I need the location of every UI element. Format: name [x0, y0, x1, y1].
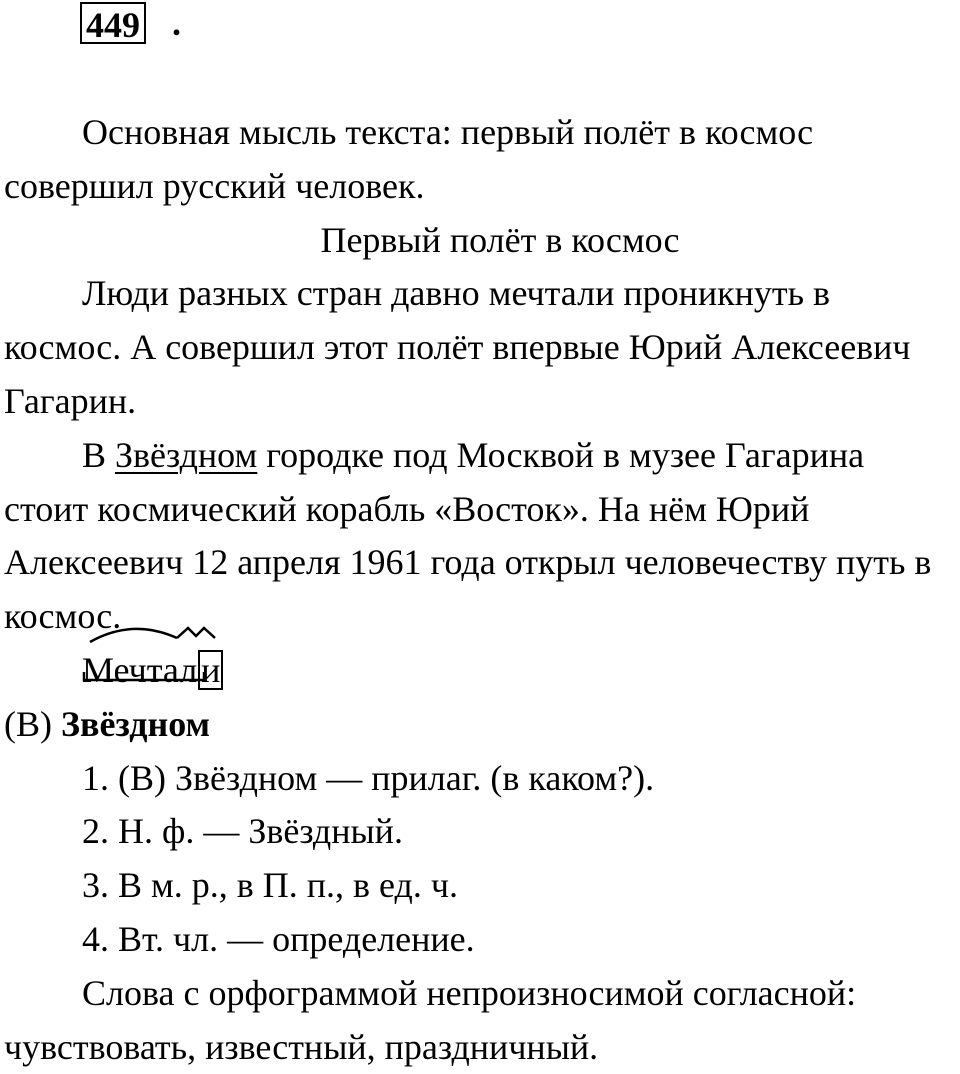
exercise-number: 449: [80, 2, 146, 44]
paragraph-2-start: В: [82, 434, 116, 475]
morpheme-analysis: [4, 644, 956, 698]
morpheme-word: [82, 644, 223, 698]
analysis-item-1: 1. (В) Звёздном — прилаг. (в каком?).: [82, 757, 655, 798]
analysis-item-4: 4. Вт. чл. — определение.: [82, 918, 475, 959]
paragraph-2: [4, 429, 956, 644]
text-title: Первый полёт в космос: [320, 219, 680, 260]
paragraph-2-end: городке под Москвой в музее Гагарина стоит космический корабль «Восток». На нём Юрий Алексеевич 12 апреля 1961 года открыл человечеству путь в космос.: [4, 434, 932, 637]
analysis-item-2: 2. Н. ф. — Звёздный.: [82, 811, 403, 852]
morpheme-stem: Мечтал: [82, 649, 198, 690]
main-idea: Основная мысль текста: первый полёт в космос совершил русский человек.: [4, 112, 814, 206]
text-body: [4, 106, 956, 1074]
analysis-word: Звёздном: [61, 703, 211, 744]
exercise-number-dot: .: [172, 3, 181, 43]
paragraph-1: Люди разных стран давно мечтали проникнуть в космос. А совершил этот полёт впервые Юрий Алексеевич Гагарин.: [4, 273, 911, 421]
conclusion: Слова с орфограммой непроизносимой согласной: чувствовать, известный, праздничный.: [4, 972, 857, 1067]
analysis-prefix: (В): [4, 703, 61, 744]
morpheme-ending: и: [198, 650, 223, 690]
analysis-heading: [4, 698, 956, 752]
underlined-word: Звёздном: [115, 434, 258, 475]
analysis-item-3: 3. В м. р., в П. п., в ед. ч.: [82, 865, 458, 906]
